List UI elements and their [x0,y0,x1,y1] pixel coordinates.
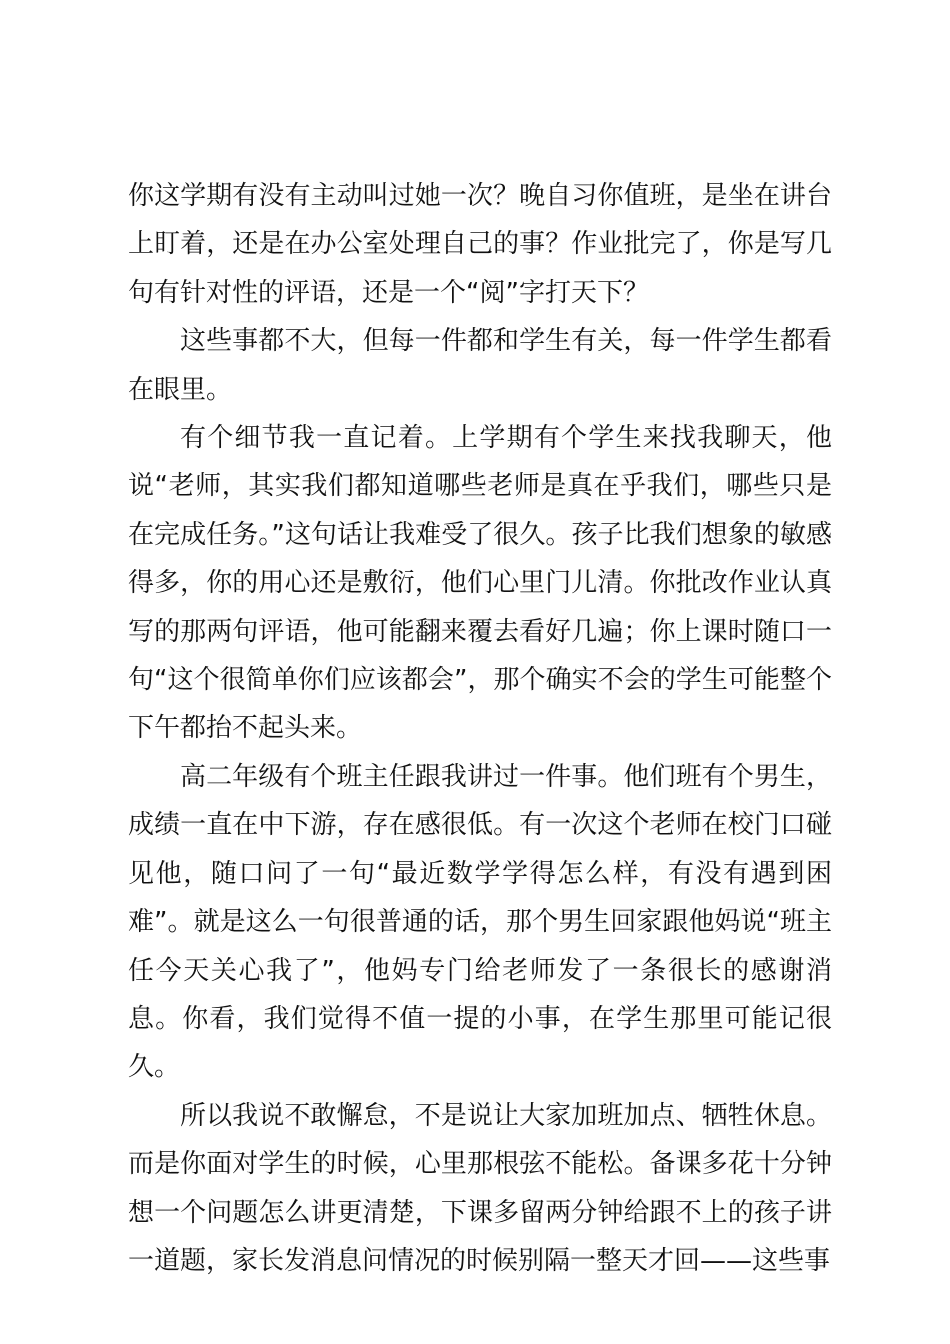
paragraph-4: 高二年级有个班主任跟我讲过一件事。他们班有个男生，成绩一直在中下游，存在感很低。有一次这个老师在校门口碰见他，随口问了一句“最近数学学得怎么样，有没有遇到困难”。就是这么一句很普通的话，那个男生回家跟他妈说“班主任今天关心我了”，他妈专门给老师发了一条很长的感谢消息。你看，我们觉得不值一提的小事，在学生那里可能记很久。 [128,761,832,1083]
paragraph-2: 这些事都不大，但每一件都和学生有关，每一件学生都看在眼里。 [128,326,832,405]
document-body [128,172,832,1285]
paragraph-1: 你这学期有没有主动叫过她一次？晚自习你值班，是坐在讲台上盯着，还是在办公室处理自己的事？作业批完了，你是写几句有针对性的评语，还是一个“阅”字打天下？ [128,181,832,308]
paragraph-3: 有个细节我一直记着。上学期有个学生来找我聊天，他说“老师，其实我们都知道哪些老师是真在乎我们，哪些只是在完成任务。”这句话让我难受了很久。孩子比我们想象的敏感得多，你的用心还是敷衍，他们心里门儿清。你批改作业认真写的那两句评语，他可能翻来覆去看好几遍；你上课时随口一句“这个很简单你们应该都会”，那个确实不会的学生可能整个下午都抬不起头来。 [128,423,832,744]
paragraph-5: 所以我说不敢懈怠，不是说让大家加班加点、牺牲休息。而是你面对学生的时候，心里那根弦不能松。备课多花十分钟想一个问题怎么讲更清楚，下课多留两分钟给跟不上的孩子讲一道题，家长发消息问情况的时候别隔一整天才回——这些事 [128,1100,832,1276]
